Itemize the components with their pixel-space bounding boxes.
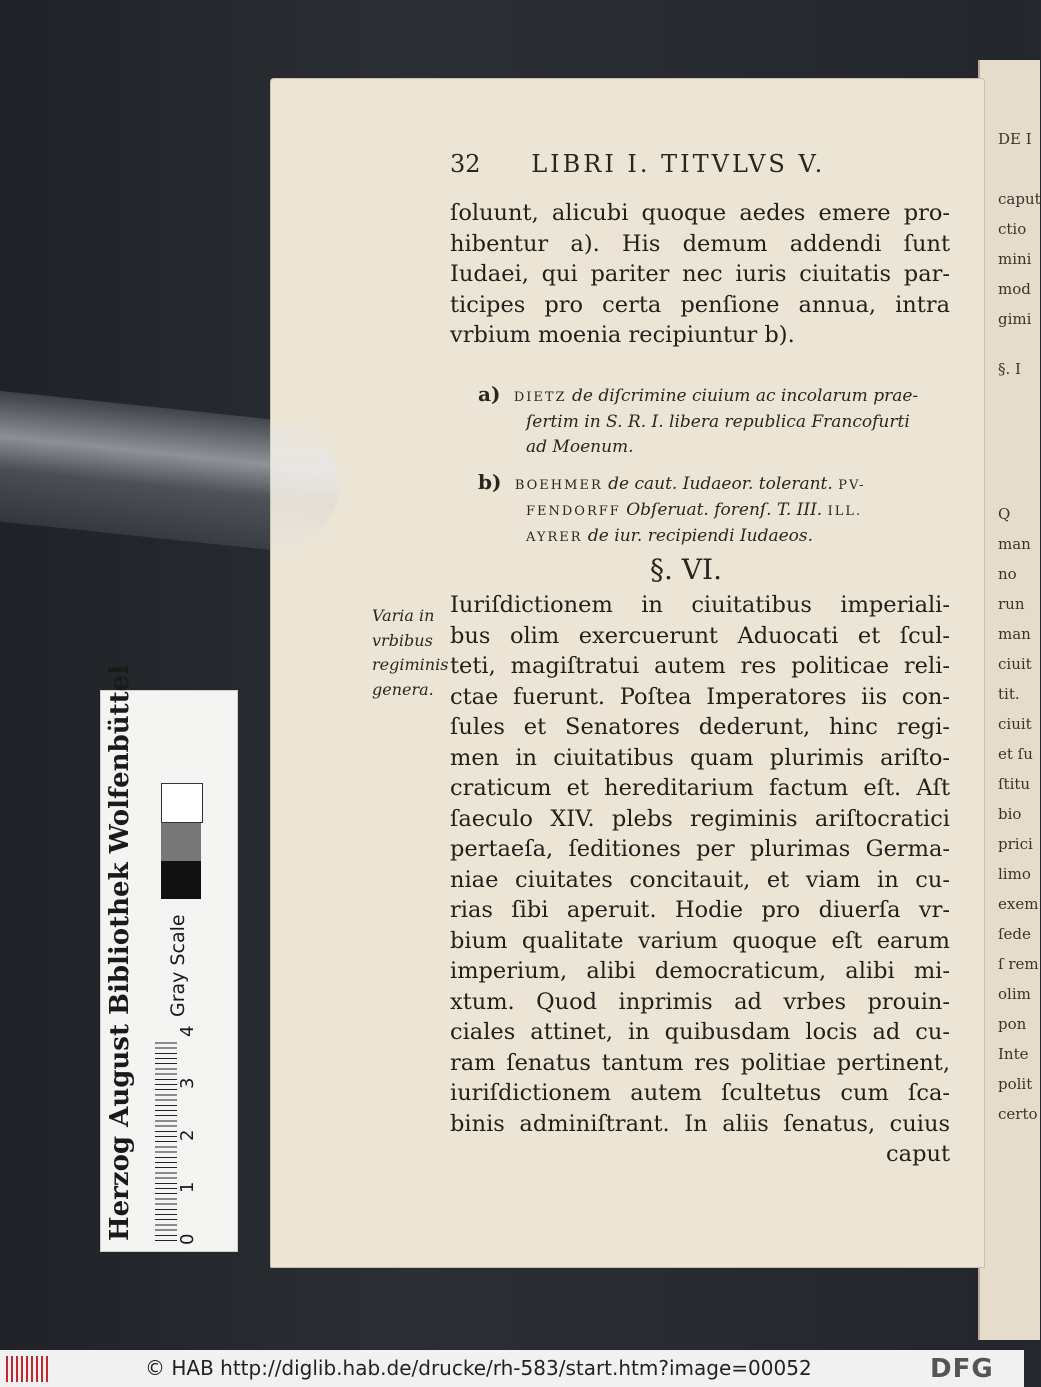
gray-swatch-white	[161, 783, 203, 823]
running-title: LIBRI I. TITVLVS V.	[531, 150, 826, 178]
ruler-ticks	[155, 1041, 177, 1241]
footnote-line	[478, 524, 948, 550]
footnote-author: FENDORFF	[526, 504, 621, 519]
body-text-top	[450, 198, 950, 351]
facing-page-fragment: et ſu	[998, 745, 1033, 763]
footnote-text: ſertim in S. R. I. libera republica Francofurti	[526, 412, 910, 432]
text-line: ſaeculo XIV. plebs regiminis ariſtocratici	[450, 805, 950, 832]
text-line: craticum et hereditarium factum eſt. Aſt	[450, 775, 950, 801]
footnote-author: BOEHMER	[514, 478, 603, 493]
facing-page-fragment: pon	[998, 1015, 1027, 1033]
footnote-b	[478, 470, 948, 498]
text-line: Iudaei, qui pariter nec iuris ciuitatis par-	[450, 261, 950, 287]
facing-page-fragment: mini	[998, 250, 1032, 268]
facing-page-fragment: ciuit	[998, 655, 1032, 673]
footnote-text: ad Moenum.	[526, 437, 634, 457]
footnote-author: PV-	[838, 478, 866, 493]
footer-bar	[0, 1350, 1024, 1387]
gray-swatch-mid	[161, 823, 201, 861]
color-ruler-card	[100, 664, 238, 1252]
body-text-main	[450, 590, 950, 1170]
text-line: ſules et Senatores dederunt, hinc regi-	[450, 714, 950, 740]
facing-page-fragment: ciuit	[998, 715, 1032, 733]
facing-page-fragment: prici	[998, 835, 1033, 853]
text-line: binis adminiſtrant. In aliis ſenatus, cuius	[450, 1110, 950, 1137]
facing-page-fragment: Q	[998, 505, 1011, 523]
running-head	[450, 150, 970, 178]
gray-scale-label: Gray Scale	[167, 914, 189, 1017]
facing-page-fragment: polit	[998, 1075, 1033, 1093]
margin-note-line: genera.	[372, 679, 434, 699]
text-line: Iuriſdictionem in ciuitatibus imperiali-	[450, 592, 950, 618]
text-line: ctae fuerunt. Poſtea Imperatores iis con-	[450, 683, 950, 710]
margin-note-line: vrbibus	[372, 630, 433, 650]
footnote-tag: a)	[478, 382, 501, 406]
facing-page-fragment: caput	[998, 190, 1041, 208]
text-line: bus olim exercuerunt Aduocati et ſcul-	[450, 622, 950, 649]
facing-page-fragment: certo	[998, 1105, 1038, 1123]
footnote-text: de caut. Iudaeor. tolerant.	[608, 474, 833, 494]
footnote-text: de diſcrimine ciuium ac incolarum prae-	[572, 386, 919, 406]
facing-page-fragment: mod	[998, 280, 1031, 298]
text-line: teti, magiſtratui autem res politicae reli-	[450, 653, 950, 679]
footnote-line	[478, 498, 948, 524]
facing-page-edge	[978, 60, 1040, 1340]
tick-label: 3	[177, 1077, 198, 1089]
footnote-author: AYRER	[526, 530, 583, 545]
margin-note-line: Varia in	[372, 606, 435, 625]
footnote-text: Obſeruat. forenſ. T. III.	[626, 500, 823, 520]
facing-page-fragment: gimi	[998, 310, 1032, 328]
text-line: men in ciuitatibus quam plurimis ariſto-	[450, 744, 950, 771]
text-line: bium qualitate varium quoque eſt earum	[450, 927, 950, 954]
facing-page-fragment: no	[998, 565, 1017, 583]
text-line: vrbium moenia recipiuntur b).	[450, 322, 795, 348]
facing-page-fragment: Inte	[998, 1045, 1029, 1063]
footnotes	[478, 382, 948, 550]
facing-page-fragment: olim	[998, 985, 1031, 1003]
facing-page-fragment: exem	[998, 895, 1039, 913]
text-line: iuriſdictionem autem ſcultetus cum ſca-	[450, 1080, 950, 1106]
tick-label: 2	[177, 1129, 198, 1141]
dfg-logo: DFG	[930, 1354, 994, 1384]
facing-page-fragment: man	[998, 535, 1031, 553]
ruler-title: Herzog August Bibliothek Wolfenbüttel	[105, 664, 135, 1241]
text-line: rias ſibi aperuit. Hodie pro diuerſa vr-	[450, 897, 950, 923]
text-line: hibentur a). His demum addendi ſunt	[450, 230, 950, 257]
margin-note-line: regiminis	[372, 655, 449, 674]
footnote-a	[478, 382, 948, 410]
text-line: niae ciuitates concitauit, et viam in cu-	[450, 866, 950, 893]
section-heading: §. VI.	[650, 553, 722, 586]
footnote-author: ILL.	[827, 504, 863, 519]
text-line: xtum. Quod inprimis ad vrbes prouin-	[450, 988, 950, 1015]
margin-note	[372, 604, 462, 702]
ruler-rotated-content	[101, 664, 237, 1251]
gray-swatch-black	[161, 861, 201, 899]
facing-page-fragment: ſtitu	[998, 775, 1031, 793]
text-line: pertaeſa, ſeditiones per plurimas Germa-	[450, 836, 950, 862]
hab-logo-icon	[6, 1356, 48, 1382]
footnote-tag: b)	[478, 470, 502, 494]
facing-page-fragment: limo	[998, 865, 1031, 883]
tick-label: 4	[177, 1025, 198, 1037]
facing-page-fragment: bio	[998, 805, 1022, 823]
text-line: ram ſenatus tantum res politiae pertinent,	[450, 1049, 950, 1076]
text-line: ſoluunt, alicubi quoque aedes emere pro-	[450, 200, 950, 226]
facing-page-fragment: ſ rem	[998, 955, 1039, 973]
text-line: imperium, alibi democraticum, alibi mi-	[450, 958, 950, 984]
text-line: ciales attinet, in quibusdam locis ad cu-	[450, 1019, 950, 1045]
facing-page-fragment: ſede	[998, 925, 1031, 943]
facing-page-fragment: §. I	[998, 360, 1021, 378]
page-number: 32	[450, 150, 481, 178]
tick-label: 1	[177, 1181, 198, 1193]
facing-page-fragment: tit.	[998, 685, 1020, 703]
catchword: caput	[886, 1141, 950, 1167]
text-line: ticipes pro certa penſione annua, intra	[450, 291, 950, 318]
facing-page-fragment: man	[998, 625, 1031, 643]
facing-page-fragment: run	[998, 595, 1025, 613]
facing-page-fragment: ctio	[998, 220, 1027, 238]
facing-page-fragment: DE I	[998, 130, 1032, 148]
footnote-author: DIETZ	[513, 390, 567, 405]
footnote-text: de iur. recipiendi Iudaeos.	[587, 526, 814, 546]
tick-label: 0	[177, 1233, 198, 1245]
footer-credit: © HAB http://diglib.hab.de/drucke/rh-583/start.htm?image=00052	[145, 1356, 812, 1380]
